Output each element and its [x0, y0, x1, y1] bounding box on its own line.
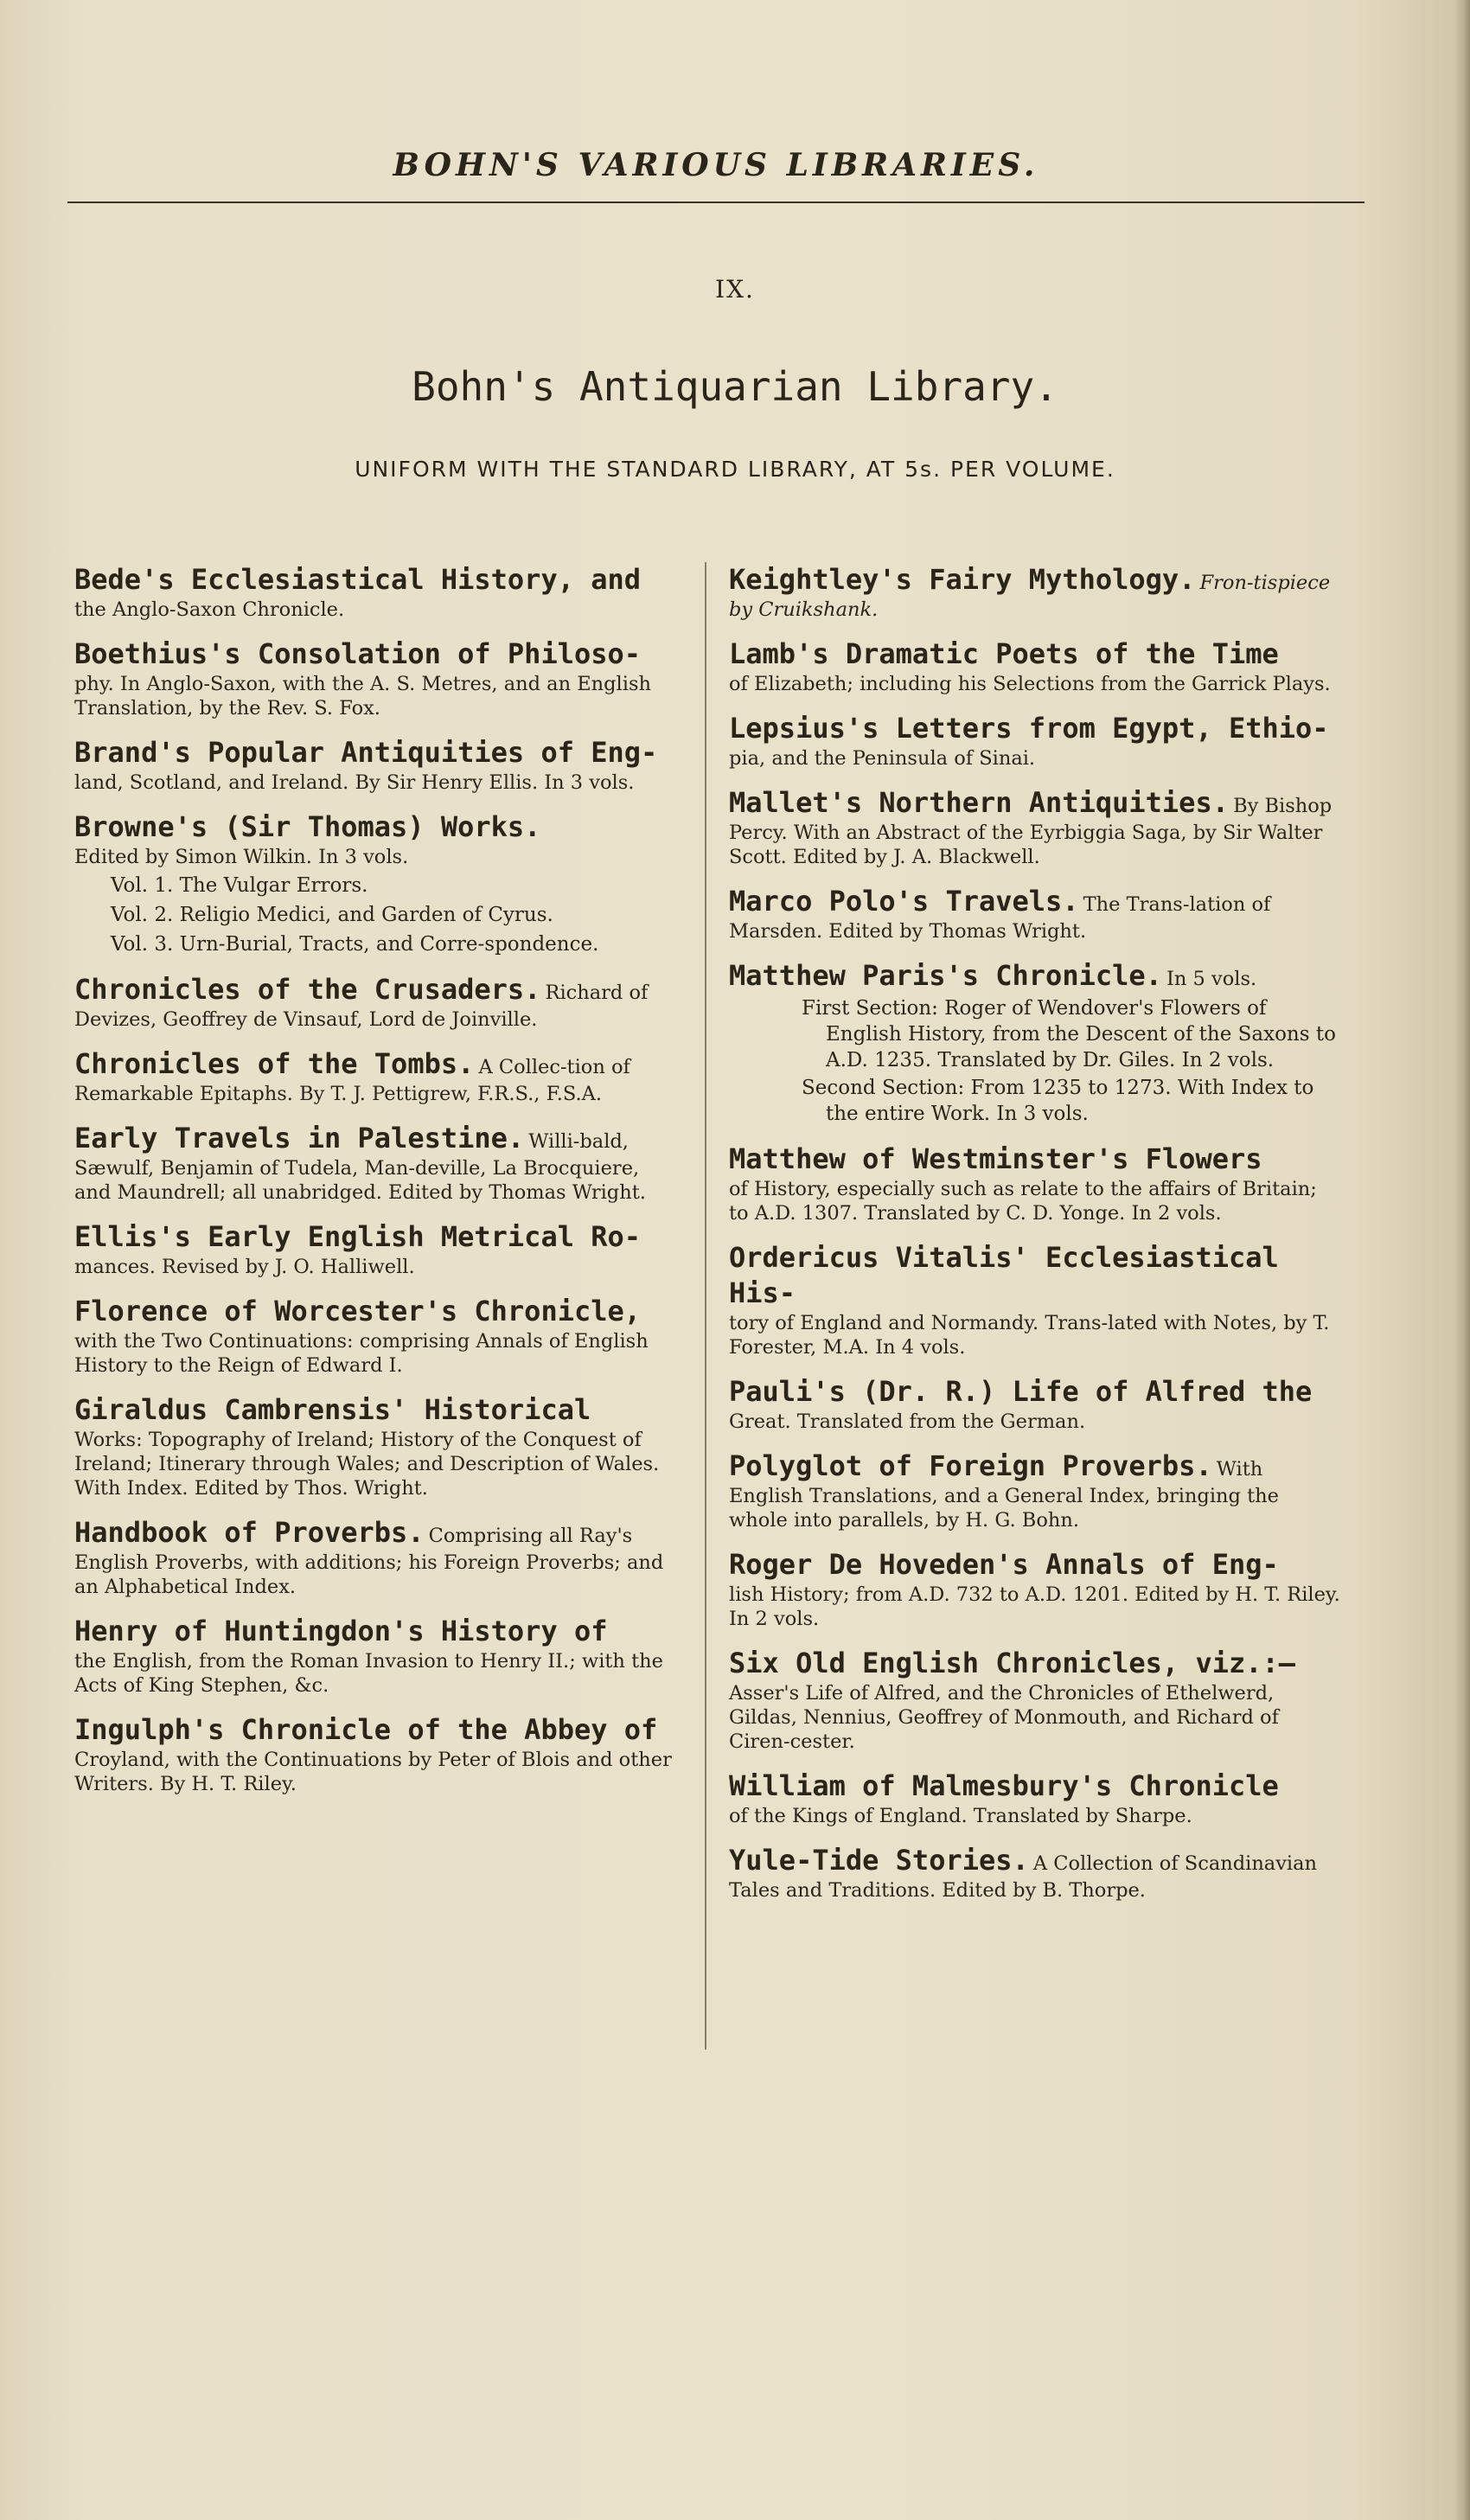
entry-description: Richard of Devizes, Geoffrey de Vinsauf, Lord de Joinville. [74, 982, 649, 1031]
catalog-entry [74, 1712, 680, 1796]
entry-description: Croyland, with the Continuations by Peter of Blois and other Writers. By H. T. Riley. [74, 1749, 672, 1795]
catalog-entry [729, 1768, 1340, 1828]
entry-description: In 5 vols. [1166, 968, 1257, 990]
entry-description: Asser's Life of Alfred, and the Chronicles of Ethelwerd, Gildas, Nennius, Geoffrey of Monmouth, and Richard of Ciren-cester. [729, 1682, 1279, 1753]
catalog-entry [74, 1515, 680, 1599]
left-column [74, 562, 680, 1811]
right-column [729, 562, 1340, 1917]
entry-description: of Elizabeth; including his Selections from the Garrick Plays. [729, 673, 1331, 695]
column-divider [705, 562, 706, 2050]
library-subtitle: UNIFORM WITH THE STANDARD LIBRARY, AT 5s. PER VOLUME. [355, 457, 1115, 482]
catalog-entry [74, 809, 680, 957]
entry-title: Boethius's Consolation of Philoso- [74, 637, 642, 670]
entry-title: Giraldus Cambrensis' Historical [74, 1393, 591, 1426]
entry-description: With English Translations, and a General Index, bringing the whole into parallels, by H. G. Bohn. [729, 1458, 1279, 1532]
entry-title: Handbook of Proverbs. [74, 1516, 425, 1549]
catalog-entry [74, 1219, 680, 1279]
entry-title: Lepsius's Letters from Egypt, Ethio- [729, 712, 1329, 745]
entry-title: Ordericus Vitalis' Ecclesiastical His- [729, 1241, 1279, 1309]
entry-title: Bede's Ecclesiastical History, and [74, 563, 642, 596]
catalog-entry [729, 636, 1340, 696]
catalog-entry [729, 884, 1340, 943]
entry-title: William of Malmesbury's Chronicle [729, 1769, 1279, 1802]
catalog-entry [729, 711, 1340, 771]
catalog-entry [74, 1392, 680, 1500]
entry-section: Second Section: From 1235 to 1273. With Index to the entire Work. In 3 vols. [802, 1077, 1314, 1125]
entry-volume: Vol. 2. Religio Medici, and Garden of Cyrus. [111, 904, 553, 926]
entry-description: of the Kings of England. Translated by Sharpe. [729, 1805, 1192, 1827]
entry-description: Fron-tispiece by Cruikshank. [729, 572, 1331, 621]
catalog-entry [729, 1547, 1340, 1631]
entry-title: Early Travels in Palestine. [74, 1122, 525, 1154]
entry-description: Willi-bald, Sæwulf, Benjamin of Tudela, Man-deville, La Brocquiere, and Maundrell; all unabridged. Edited by Thomas Wright. [74, 1130, 646, 1204]
catalog-entry [729, 562, 1340, 622]
catalog-entry [74, 735, 680, 795]
entry-description: A Collec-tion of Remarkable Epitaphs. By T. J. Pettigrew, F.R.S., F.S.A. [74, 1056, 630, 1105]
entry-description: pia, and the Peninsula of Sinai. [729, 747, 1036, 770]
entry-description: land, Scotland, and Ireland. By Sir Henry Ellis. In 3 vols. [74, 771, 635, 794]
entry-description: Comprising all Ray's English Proverbs, with additions; his Foreign Proverbs; and an Alphabetical Index. [74, 1525, 664, 1598]
catalog-entry [729, 1240, 1340, 1359]
entry-title: Matthew Paris's Chronicle. [729, 959, 1162, 992]
entry-title: Pauli's (Dr. R.) Life of Alfred the [729, 1375, 1313, 1408]
catalog-entry [729, 958, 1340, 1127]
catalog-entry [729, 1646, 1340, 1754]
entry-title: Mallet's Northern Antiquities. [729, 786, 1229, 819]
entry-volume: Vol. 1. The Vulgar Errors. [111, 874, 368, 897]
entry-title: Six Old English Chronicles, viz.:— [729, 1647, 1296, 1679]
entry-title: Marco Polo's Travels. [729, 885, 1079, 918]
entry-description: of History, especially such as relate to the affairs of Britain; to A.D. 1307. Translated by C. D. Yonge. In 2 vols. [729, 1178, 1317, 1225]
catalog-entry [74, 1614, 680, 1698]
entry-title: Matthew of Westminster's Flowers [729, 1142, 1262, 1175]
entry-title: Chronicles of the Tombs. [74, 1047, 475, 1080]
entry-description: The Trans-lation of Marsden. Edited by Thomas Wright. [729, 893, 1271, 943]
entry-title: Brand's Popular Antiquities of Eng- [74, 736, 658, 769]
running-head: BOHN'S VARIOUS LIBRARIES. [393, 147, 1039, 183]
section-number: IX. [715, 275, 755, 304]
entry-section: First Section: Roger of Wendover's Flowers of English History, from the Descent of the Saxons to A.D. 1235. Translated by Dr. Giles. In 2 vols. [802, 997, 1336, 1071]
entry-description: A Collection of Scandinavian Tales and Traditions. Edited by B. Thorpe. [729, 1852, 1318, 1902]
entry-description: tory of England and Normandy. Trans-lated with Notes, by T. Forester, M.A. In 4 vols. [729, 1312, 1330, 1359]
catalog-entry [729, 1142, 1340, 1225]
entry-title: Polyglot of Foreign Proverbs. [729, 1449, 1212, 1482]
entry-title: Ingulph's Chronicle of the Abbey of [74, 1713, 658, 1746]
header-rule [67, 201, 1365, 203]
catalog-entry [74, 972, 680, 1032]
entry-description: lish History; from A.D. 732 to A.D. 1201. Edited by H. T. Riley. In 2 vols. [729, 1583, 1340, 1630]
catalog-entry [729, 785, 1340, 869]
entry-title: Yule-Tide Stories. [729, 1844, 1029, 1877]
catalog-entry [729, 1843, 1340, 1903]
entry-description: Works: Topography of Ireland; History of the Conquest of Ireland; Itinerary through Wales; and Description of Wales. With Index. Edited by Thos. Wright. [74, 1429, 660, 1500]
entry-description: the Anglo-Saxon Chronicle. [74, 598, 345, 621]
entry-description: phy. In Anglo-Saxon, with the A. S. Metres, and an English Translation, by the Rev. S. Fox. [74, 673, 651, 720]
entry-title: Chronicles of the Crusaders. [74, 973, 541, 1006]
catalog-entry [729, 1449, 1340, 1532]
entry-title: Henry of Huntingdon's History of [74, 1615, 608, 1647]
entry-title: Lamb's Dramatic Poets of the Time [729, 637, 1279, 670]
entry-title: Keightley's Fairy Mythology. [729, 563, 1196, 596]
entry-volume: Vol. 3. Urn-Burial, Tracts, and Corre-spondence. [111, 933, 599, 956]
entry-description: Great. Translated from the German. [729, 1410, 1086, 1433]
entry-description: the English, from the Roman Invasion to Henry II.; with the Acts of King Stephen, &c. [74, 1650, 663, 1697]
catalog-entry [74, 1046, 680, 1106]
entry-description: with the Two Continuations: comprising Annals of English History to the Reign of Edward I. [74, 1330, 649, 1377]
library-title: Bohn's Antiquarian Library. [412, 363, 1058, 410]
catalog-entry [74, 636, 680, 720]
entry-description: mances. Revised by J. O. Halliwell. [74, 1256, 415, 1278]
catalog-entry [74, 562, 680, 622]
entry-title: Ellis's Early English Metrical Ro- [74, 1220, 642, 1253]
entry-title: Florence of Worcester's Chronicle, [74, 1295, 642, 1327]
entry-description: Edited by Simon Wilkin. In 3 vols. [74, 846, 409, 868]
catalog-entry [74, 1121, 680, 1205]
entry-title: Roger De Hoveden's Annals of Eng- [729, 1548, 1279, 1581]
catalog-entry [74, 1294, 680, 1378]
entry-title: Browne's (Sir Thomas) Works. [74, 810, 541, 843]
entry-description: By Bishop Percy. With an Abstract of the Eyrbiggia Saga, by Sir Walter Scott. Edited by J. A. Blackwell. [729, 795, 1333, 868]
catalog-entry [729, 1374, 1340, 1434]
